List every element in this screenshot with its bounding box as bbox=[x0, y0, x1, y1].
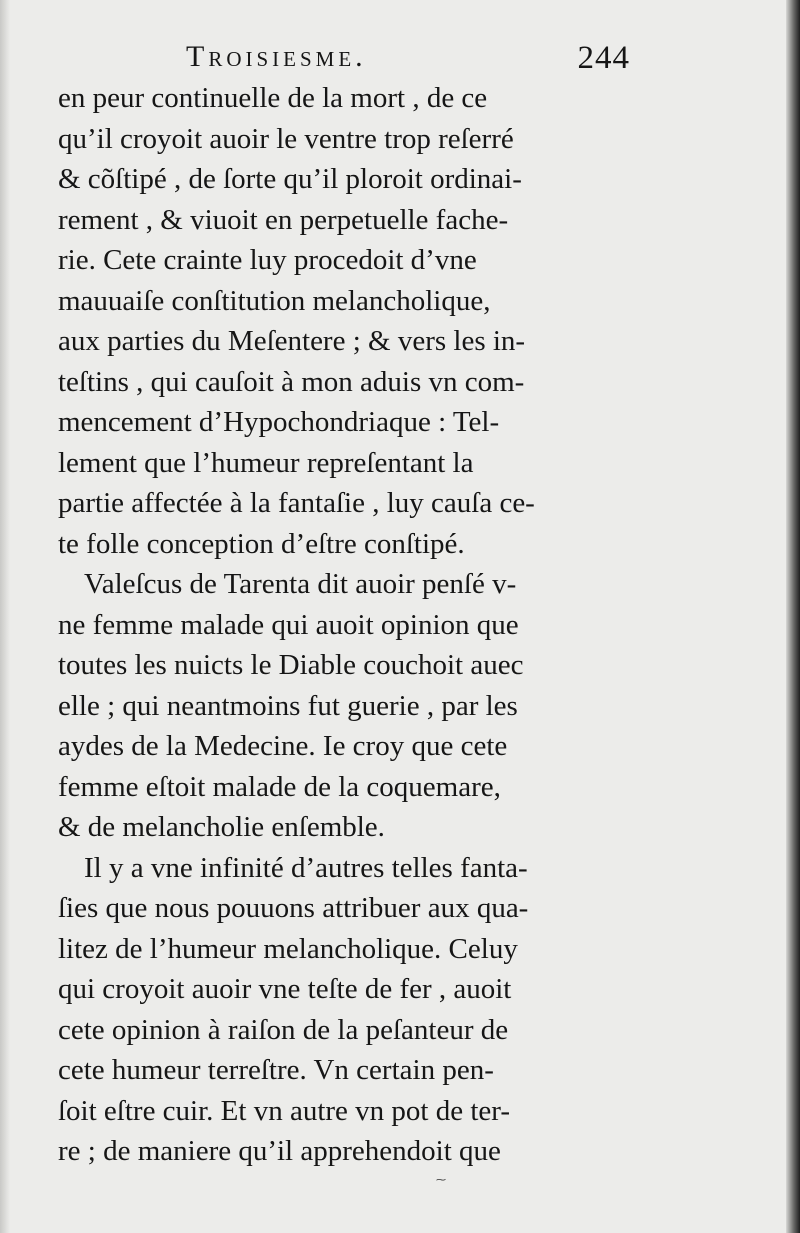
text-line: ſoit eſtre cuir. Et vn autre vn pot de ter- bbox=[58, 1094, 510, 1127]
page-edge-shade bbox=[0, 0, 10, 1233]
running-head bbox=[58, 32, 638, 78]
text-line: rement , & viuoit en perpetuelle fache- bbox=[58, 203, 509, 236]
text-line: en peur continuelle de la mort , de ce bbox=[58, 82, 488, 114]
text-line: & cõſtipé , de ſorte qu’il ploroit ordinai- bbox=[58, 163, 522, 195]
page-text-block bbox=[58, 32, 638, 1172]
paragraph-first-line: Valeſcus de Tarenta dit auoir penſé v- bbox=[84, 568, 517, 600]
text-line: qu’il croyoit auoir le ventre trop reſerré bbox=[58, 122, 514, 155]
text-line: mauuaiſe conſtitution melancholique, bbox=[58, 284, 491, 317]
text-line: cete opinion à raiſon de la peſanteur de bbox=[58, 1013, 509, 1046]
body-text bbox=[58, 78, 638, 1172]
text-line: & de melancholie enſemble. bbox=[58, 811, 385, 843]
text-line: aux parties du Meſentere ; & vers les in- bbox=[58, 325, 526, 357]
text-line: teſtins , qui cauſoit à mon aduis vn com- bbox=[58, 365, 525, 398]
text-line: litez de l’humeur melancholique. Celuy bbox=[58, 932, 518, 965]
text-line: rie. Cete crainte luy procedoit d’vne bbox=[58, 244, 477, 276]
ink-smudge-mark: ⁓ bbox=[436, 1175, 446, 1186]
text-line: aydes de la Medecine. Ie croy que cete bbox=[58, 730, 508, 762]
text-line: ſies que nous pouuons attribuer aux qua- bbox=[58, 892, 529, 924]
text-line: lement que l’humeur repreſentant la bbox=[58, 446, 474, 479]
text-line: cete humeur terreſtre. Vn certain pen- bbox=[58, 1054, 494, 1086]
text-line: re ; de maniere qu’il apprehendoit que bbox=[58, 1135, 501, 1167]
text-line: femme eſtoit malade de la coquemare, bbox=[58, 770, 501, 803]
text-line: te folle conception d’eſtre conſtipé. bbox=[58, 527, 465, 560]
text-line: partie affectée à la fantaſie , luy cauſa ce- bbox=[58, 487, 535, 519]
running-title: Troisiesme. bbox=[186, 40, 367, 73]
text-line: qui croyoit auoir vne teſte de fer , auoit bbox=[58, 973, 512, 1005]
text-line: toutes les nuicts le Diable couchoit auec bbox=[58, 649, 524, 681]
paragraph-first-line: Il y a vne infinité d’autres telles fanta- bbox=[84, 851, 528, 884]
text-line: mencement d’Hypochondriaque : Tel- bbox=[58, 406, 500, 438]
binding-gutter-shadow bbox=[786, 0, 800, 1233]
text-line: elle ; qui neantmoins fut guerie , par les bbox=[58, 689, 518, 722]
page-number: 244 bbox=[577, 40, 630, 76]
text-line: ne femme malade qui auoit opinion que bbox=[58, 608, 519, 641]
